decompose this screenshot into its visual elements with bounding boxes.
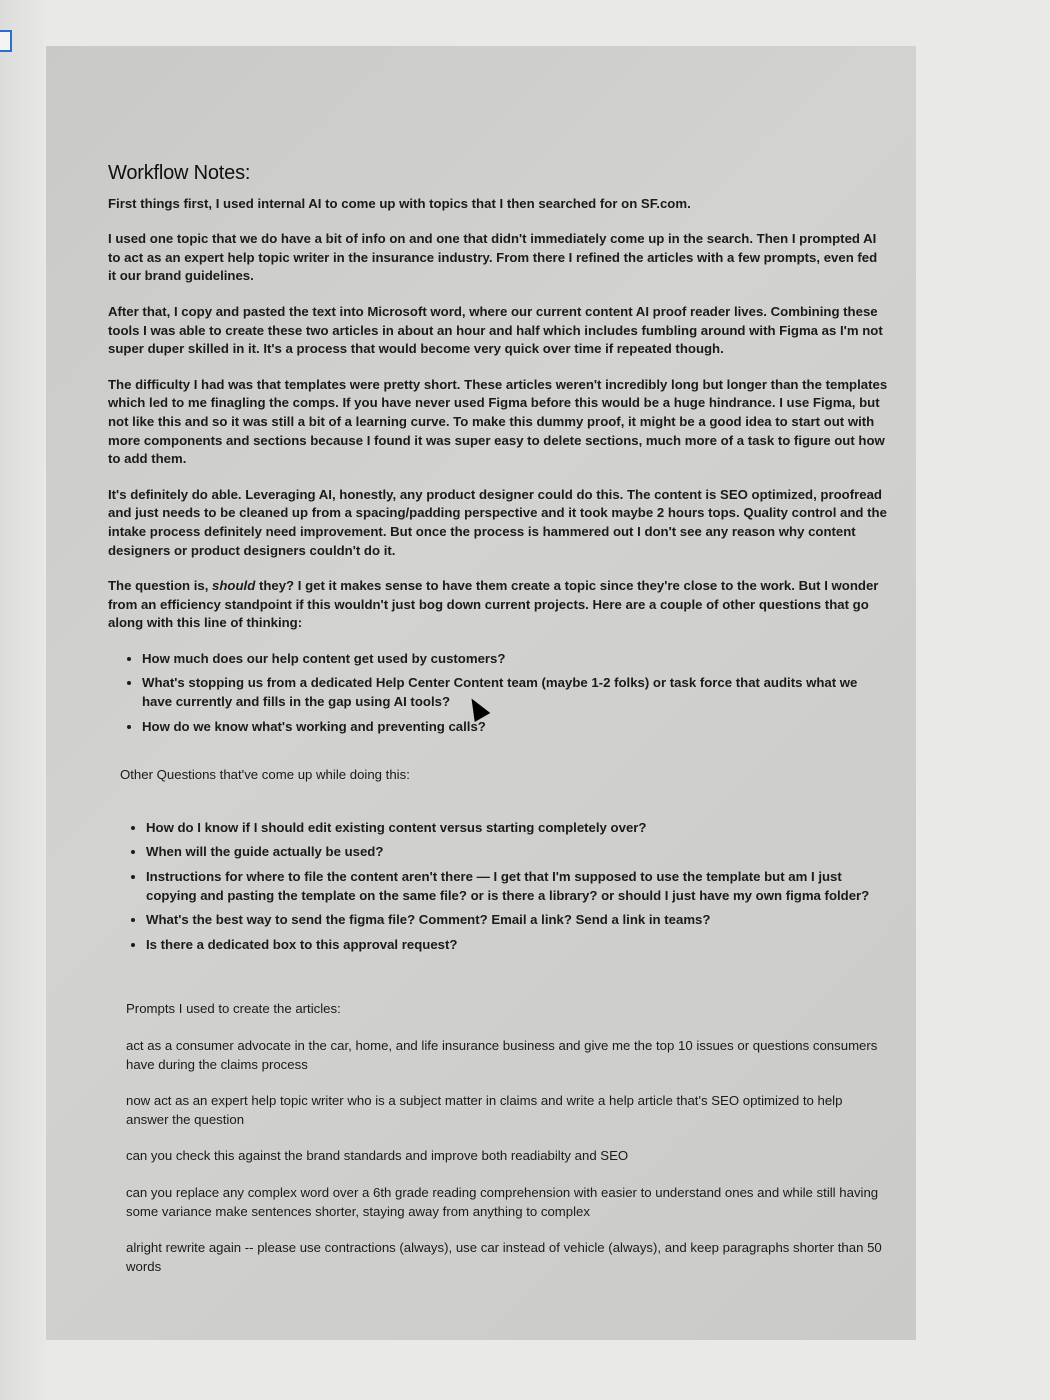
window-edge [0,0,44,1400]
paragraph-tools: After that, I copy and pasted the text into Microsoft word, where our current content AI proof reader lives. Combining these tools I was able to create these two articles in about an hour and half which includes fumbling around with Figma as I'm not super duper skilled in it. It's a process that would become very quick over time if repeated though. [108,303,883,357]
list-item: • Is there a dedicated box to this approval request? [146,936,888,955]
prompts-section [126,1000,888,1276]
selection-handle[interactable] [0,30,12,52]
paragraph-question [108,577,888,633]
question-list [108,650,888,736]
prompt-item: can you replace any complex word over a 6th grade reading comprehension with easier to understand ones and while still having some variance make sentences shorter, staying away from anything to complex [126,1184,879,1219]
list-item: • What's stopping us from a dedicated Help Center Content team (maybe 1-2 folks) or task force that audits what we have currently and fills in the gap using AI tools? [142,674,888,711]
list-item: • How do we know what's working and preventing calls? [142,718,888,737]
prompt-item: now act as an expert help topic writer who is a subject matter in claims and write a help article that's SEO optimized to help answer the question [126,1093,843,1127]
question-text-end: they? I get it makes sense to have them create a topic since they're close to the work. But I wonder from an efficiency standpoint if this wouldn't just bog down current projects. Here are a couple of other questions that go along with this line of thinking: [108,578,879,631]
prompts-heading: Prompts I used to create the articles: [126,1001,341,1017]
paragraph-difficulty: The difficulty I had was that templates were pretty short. These articles weren't incredibly long but longer than the templates which led to me finagling the comps. If you have never used Figma before this would be a huge hindrance. I use Figma, but not like this and so it was still a bit of a learning curve. To make this dummy proof, it might be a good idea to start out with more components and sections because I found it was super easy to delete sections, much more of a task to figure out how to add them. [108,376,888,467]
question-emphasis: should [212,578,256,594]
list-item: • What's the best way to send the figma file? Comment? Email a link? Send a link in teams? [146,911,888,930]
paragraph-topics: I used one topic that we do have a bit of info on and one that didn't immediately come up in the search. Then I prompted AI to act as an expert help topic writer in the insurance industry. From there I refined the articles with a few prompts, even fed it our brand guidelines. [108,231,878,284]
list-item: • How do I know if I should edit existing content versus starting completely over? [146,819,888,838]
paragraph-intro: First things first, I used internal AI to come up with topics that I then searched for on SF.com. [108,195,691,211]
list-item: • Instructions for where to file the content aren't there — I get that I'm supposed to use the template but am I just copying and pasting the template on the same file? or is there a library? or should I just have my own figma folder? [146,868,888,905]
question-text-start: The question is, [108,578,213,594]
document-page [46,46,916,1340]
list-item: • When will the guide actually be used? [146,843,888,862]
document-content [108,164,888,1294]
prompt-item: alright rewrite again -- please use contractions (always), use car instead of vehicle (always), and keep paragraphs shorter than 50 words [126,1240,882,1274]
other-questions-heading: Other Questions that've come up while doing this: [120,767,410,783]
document-title: Workflow Notes: [108,162,251,184]
other-questions-list [108,819,888,955]
paragraph-doable: It's definitely do able. Leveraging AI, honestly, any product designer could do this. The content is SEO optimized, proofread and just needs to be cleaned up from a spacing/padding perspective and it took maybe 2 hours tops. Quality control and the intake process definitely need improvement. But once the process is hammered out I don't see any reason why content designers or product designers couldn't do it. [108,486,887,558]
prompt-item: act as a consumer advocate in the car, home, and life insurance business and give me the top 10 issues or questions consumers have during the claims process [126,1038,878,1072]
prompt-item: can you check this against the brand standards and improve both readiabilty and SEO [126,1148,629,1164]
list-item: • How much does our help content get used by customers? [142,650,888,669]
